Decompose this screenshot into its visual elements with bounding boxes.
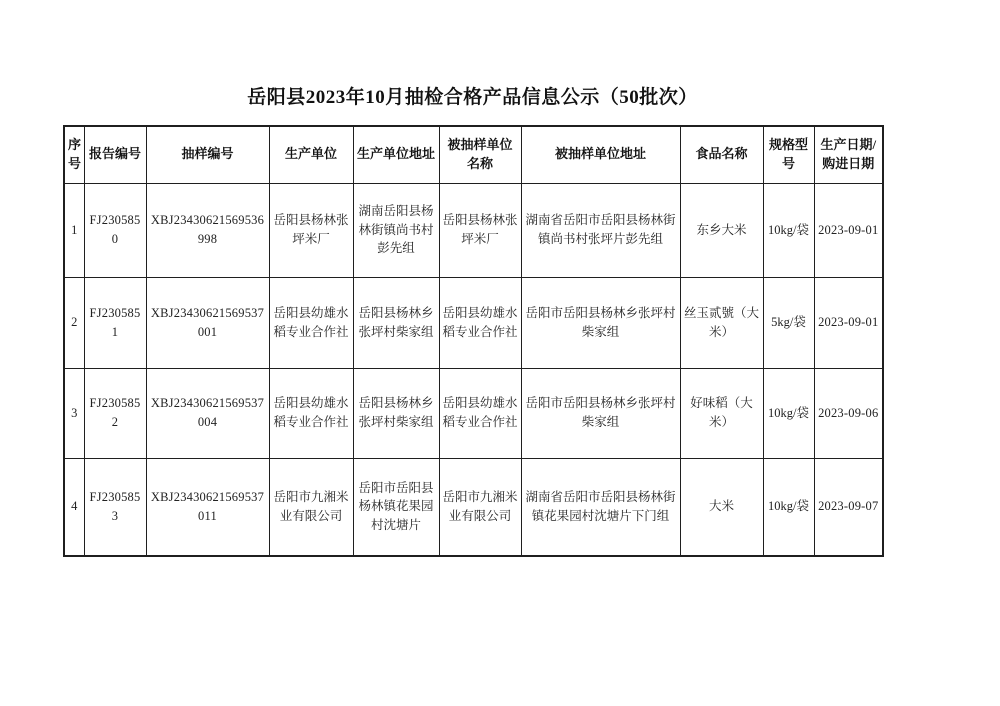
cell-producer-address: 岳阳县杨林乡张坪村柴家组 — [353, 368, 439, 458]
cell-spec: 10kg/袋 — [763, 183, 814, 277]
cell-producer: 岳阳县幼雄水稻专业合作社 — [269, 277, 353, 368]
cell-sample-no: XBJ23430621569537001 — [146, 277, 269, 368]
cell-producer-address: 岳阳县杨林乡张坪村柴家组 — [353, 277, 439, 368]
column-header-sampled-address: 被抽样单位地址 — [521, 126, 680, 183]
cell-producer-address: 湖南岳阳县杨林街镇尚书村彭先组 — [353, 183, 439, 277]
column-header-sampled-unit: 被抽样单位名称 — [439, 126, 521, 183]
cell-sampled-unit: 岳阳市九湘米业有限公司 — [439, 458, 521, 556]
column-header-seq: 序号 — [64, 126, 84, 183]
cell-report-no: FJ2305853 — [84, 458, 146, 556]
cell-food-name: 大米 — [680, 458, 763, 556]
cell-producer-address: 岳阳市岳阳县杨林镇花果园村沈塘片 — [353, 458, 439, 556]
cell-spec: 10kg/袋 — [763, 368, 814, 458]
cell-sampled-address: 岳阳市岳阳县杨林乡张坪村柴家组 — [521, 277, 680, 368]
column-header-production-date: 生产日期/购进日期 — [814, 126, 883, 183]
cell-seq: 3 — [64, 368, 84, 458]
cell-report-no: FJ2305851 — [84, 277, 146, 368]
cell-food-name: 东乡大米 — [680, 183, 763, 277]
cell-sample-no: XBJ23430621569536998 — [146, 183, 269, 277]
column-header-sample-no: 抽样编号 — [146, 126, 269, 183]
cell-spec: 10kg/袋 — [763, 458, 814, 556]
page-title: 岳阳县2023年10月抽检合格产品信息公示（50批次） — [247, 87, 698, 108]
table-row — [64, 183, 883, 277]
cell-sample-no: XBJ23430621569537004 — [146, 368, 269, 458]
table-row — [64, 368, 883, 458]
cell-production-date: 2023-09-07 — [814, 458, 883, 556]
cell-spec: 5kg/袋 — [763, 277, 814, 368]
cell-sampled-address: 岳阳市岳阳县杨林乡张坪村柴家组 — [521, 368, 680, 458]
cell-sampled-address: 湖南省岳阳市岳阳县杨林街镇尚书村张坪片彭先组 — [521, 183, 680, 277]
table-header-row — [64, 126, 883, 183]
cell-producer: 岳阳县杨林张坪米厂 — [269, 183, 353, 277]
cell-seq: 4 — [64, 458, 84, 556]
column-header-food-name: 食品名称 — [680, 126, 763, 183]
cell-producer: 岳阳市九湘米业有限公司 — [269, 458, 353, 556]
cell-sampled-unit: 岳阳县幼雄水稻专业合作社 — [439, 277, 521, 368]
cell-report-no: FJ2305850 — [84, 183, 146, 277]
column-header-producer-address: 生产单位地址 — [353, 126, 439, 183]
cell-food-name: 好味稻（大米） — [680, 368, 763, 458]
cell-production-date: 2023-09-01 — [814, 277, 883, 368]
table-row — [64, 458, 883, 556]
cell-sampled-unit: 岳阳县杨林张坪米厂 — [439, 183, 521, 277]
column-header-producer: 生产单位 — [269, 126, 353, 183]
cell-seq: 1 — [64, 183, 84, 277]
cell-sampled-unit: 岳阳县幼雄水稻专业合作社 — [439, 368, 521, 458]
column-header-spec: 规格型号 — [763, 126, 814, 183]
inspection-results-table — [63, 125, 884, 557]
cell-report-no: FJ2305852 — [84, 368, 146, 458]
column-header-report-no: 报告编号 — [84, 126, 146, 183]
cell-sample-no: XBJ23430621569537011 — [146, 458, 269, 556]
cell-seq: 2 — [64, 277, 84, 368]
cell-production-date: 2023-09-06 — [814, 368, 883, 458]
cell-production-date: 2023-09-01 — [814, 183, 883, 277]
cell-sampled-address: 湖南省岳阳市岳阳县杨林街镇花果园村沈塘片下门组 — [521, 458, 680, 556]
table-row — [64, 277, 883, 368]
cell-food-name: 丝玉贰號（大米） — [680, 277, 763, 368]
cell-producer: 岳阳县幼雄水稻专业合作社 — [269, 368, 353, 458]
